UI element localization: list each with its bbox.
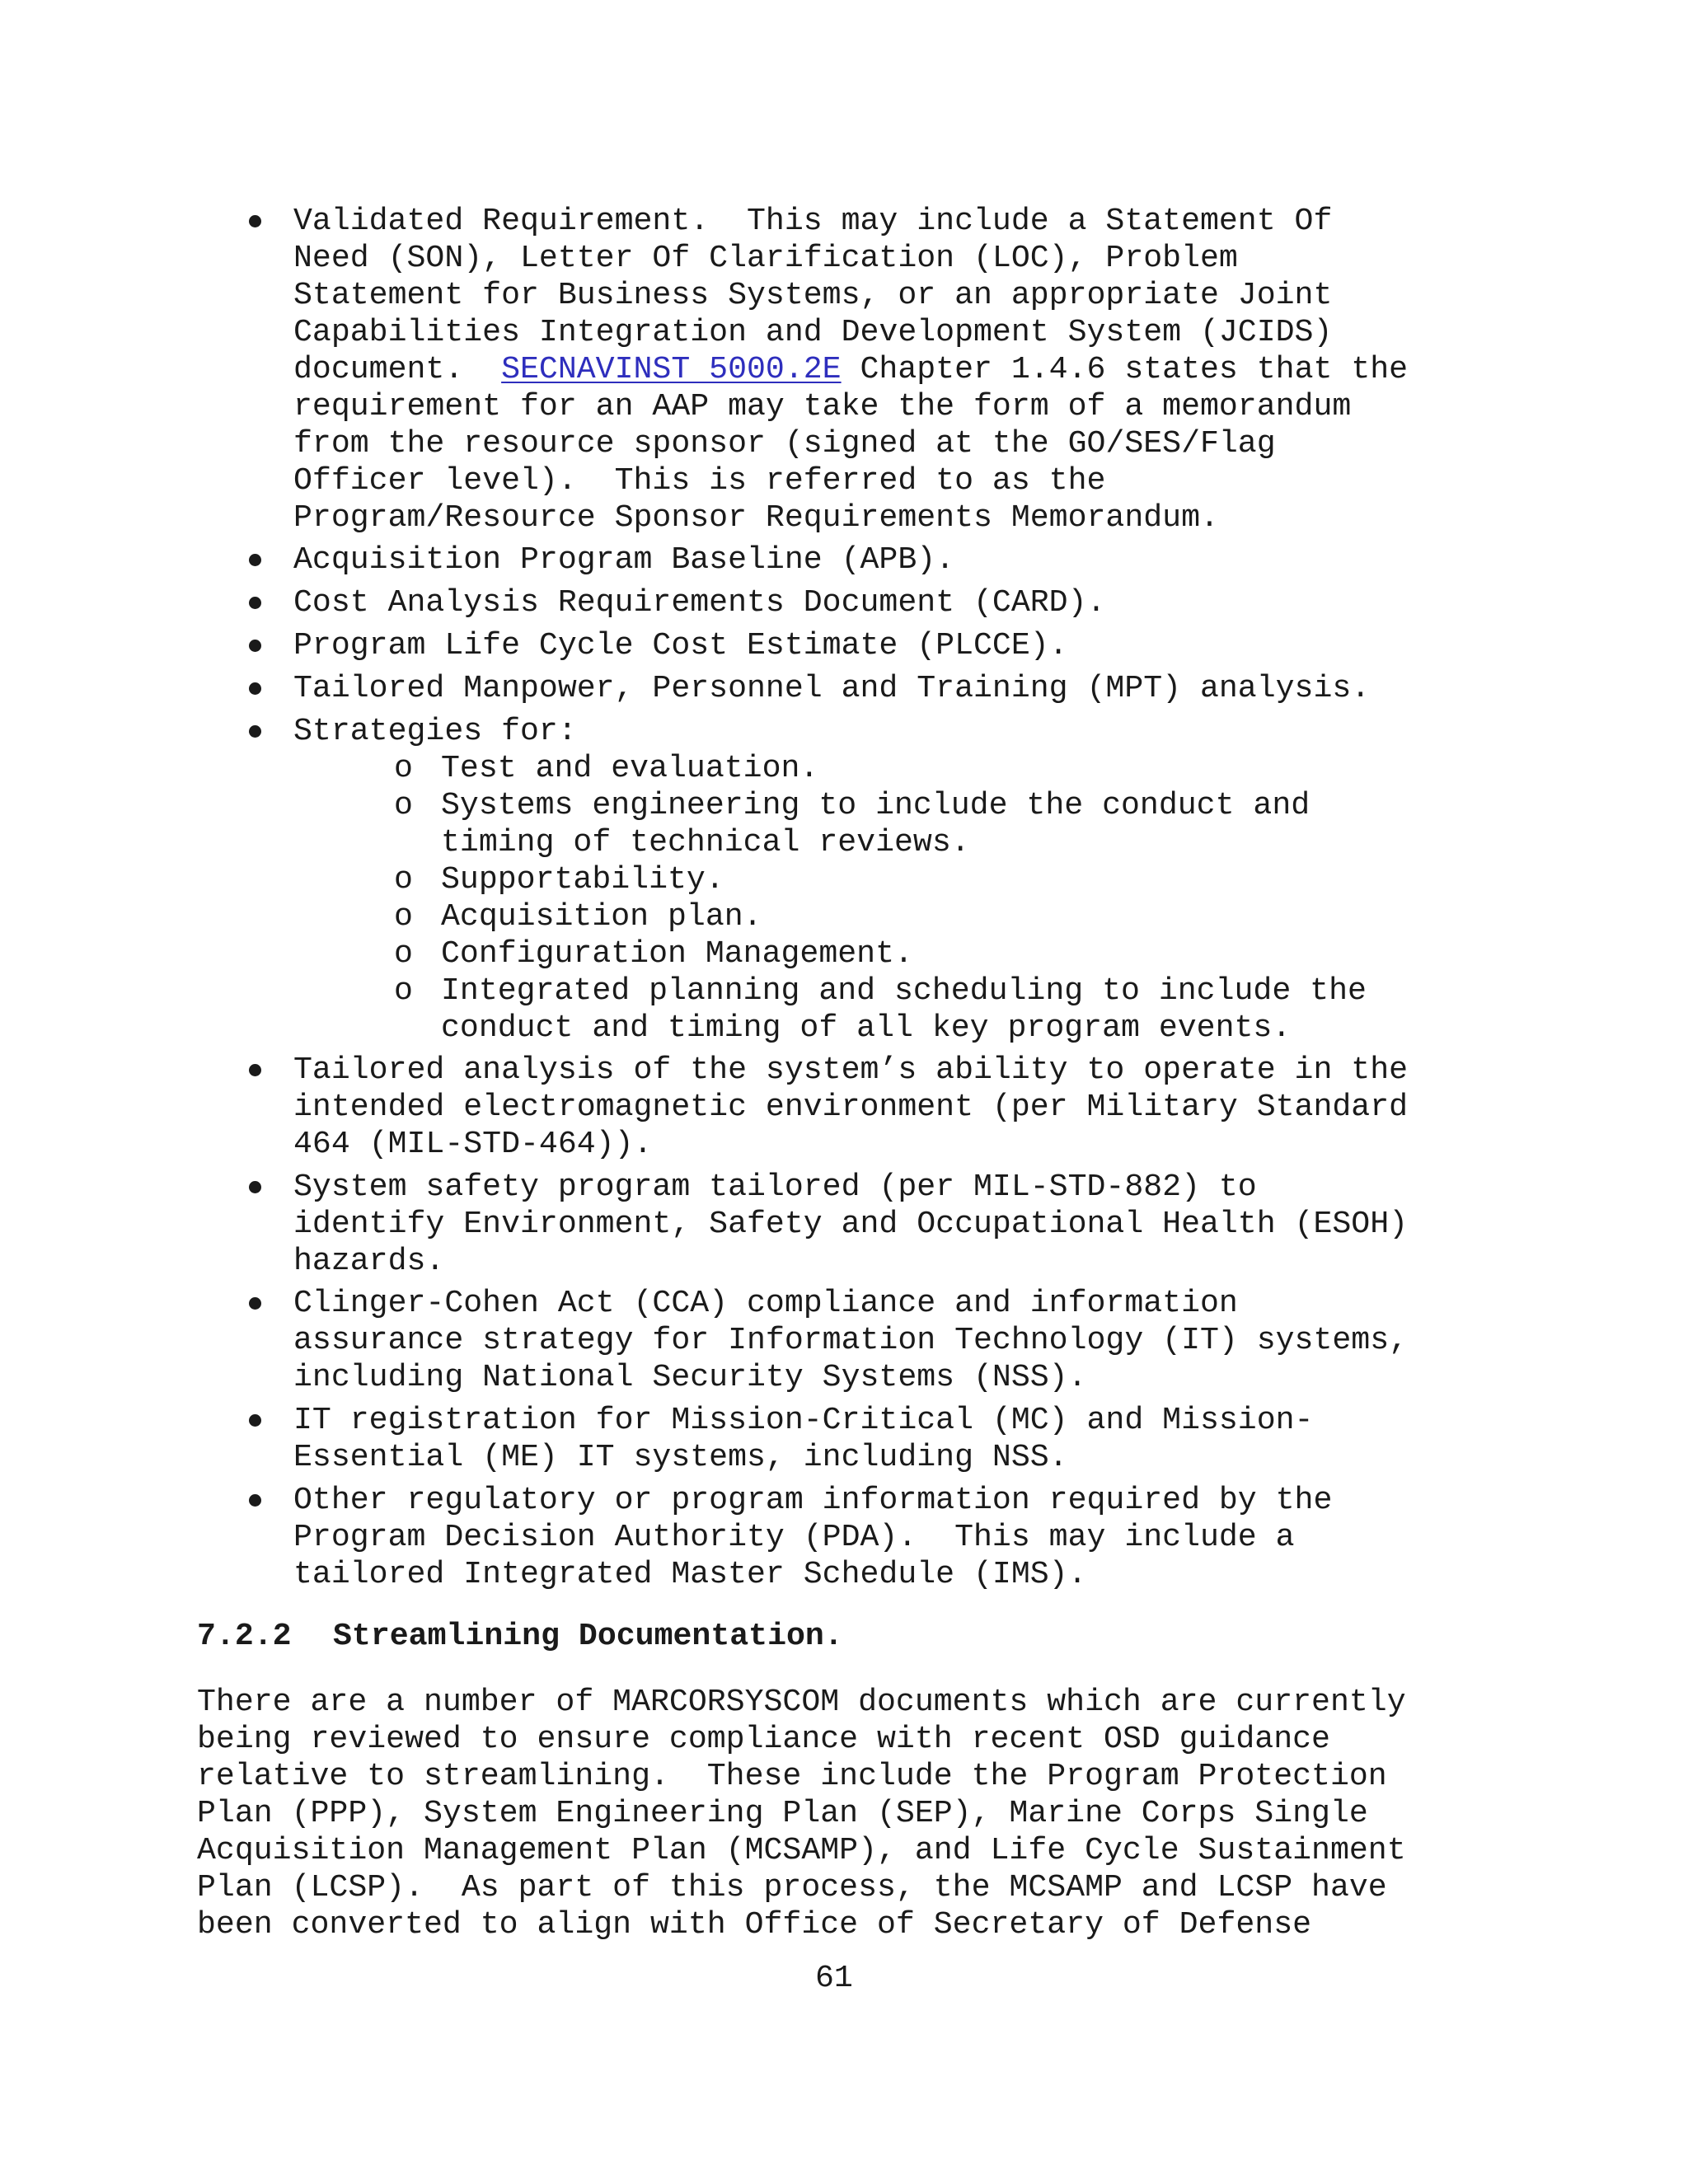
- bullet-marker: [249, 640, 261, 652]
- bullet-marker: [249, 725, 261, 738]
- bullet-1-line-7: from the resource sponsor (signed at the GO/SES/Flag: [293, 426, 1276, 462]
- bullet-marker: [249, 554, 261, 566]
- paragraph-line-6: Plan (LCSP). As part of this process, the MCSAMP and LCSP have: [197, 1870, 1387, 1905]
- sub-bullet-marker: o: [394, 751, 413, 786]
- sub-bullet-marker: o: [394, 899, 413, 935]
- paragraph-line-5: Acquisition Management Plan (MCSAMP), and Life Cycle Sustainment: [197, 1833, 1406, 1868]
- bullet-5-line-1: Tailored Manpower, Personnel and Training (MPT) analysis.: [293, 671, 1371, 706]
- bullet-9-line-2: assurance strategy for Information Technology (IT) systems,: [293, 1323, 1409, 1358]
- bullet-7-line-3: 464 (MIL-STD-464)).: [293, 1127, 653, 1162]
- bullet-9-line-3: including National Security Systems (NSS).: [293, 1360, 1087, 1395]
- bullet-11-line-2: Program Decision Authority (PDA). This may include a: [293, 1520, 1295, 1555]
- sub-bullet-3-line-1: Supportability.: [441, 862, 724, 898]
- paragraph-line-1: There are a number of MARCORSYSCOM documents which are currently: [197, 1685, 1406, 1720]
- bullet-11-line-1: Other regulatory or program information required by the: [293, 1483, 1333, 1518]
- bullet-1-line-5-before: document.: [293, 352, 502, 387]
- bullet-1-line-5-after: Chapter 1.4.6 states that the: [841, 352, 1409, 387]
- bullet-1-line-3: Statement for Business Systems, or an appropriate Joint: [293, 278, 1333, 313]
- sub-bullet-marker: o: [394, 862, 413, 898]
- bullet-marker: [249, 597, 261, 609]
- bullet-1-line-5: [293, 354, 1408, 386]
- bullet-3-line-1: Cost Analysis Requirements Document (CARD).: [293, 585, 1106, 621]
- sub-bullet-6-line-1: Integrated planning and scheduling to include the: [441, 973, 1367, 1009]
- bullet-marker: [249, 1297, 261, 1310]
- sub-bullet-marker: o: [394, 973, 413, 1009]
- bullet-1-line-6: requirement for an AAP may take the form of a memorandum: [293, 389, 1352, 424]
- bullet-1-line-1: Validated Requirement. This may include a Statement Of: [293, 204, 1333, 239]
- bullet-marker: [249, 1181, 261, 1193]
- bullet-10-line-2: Essential (ME) IT systems, including NSS.: [293, 1440, 1068, 1475]
- bullet-marker: [249, 1494, 261, 1507]
- sub-bullet-6-line-2: conduct and timing of all key program events.: [441, 1010, 1292, 1046]
- bullet-1-line-8: Officer level). This is referred to as the: [293, 463, 1106, 499]
- sub-bullet-1-line-1: Test and evaluation.: [441, 751, 819, 786]
- bullet-8-line-2: identify Environment, Safety and Occupational Health (ESOH): [293, 1207, 1409, 1242]
- bullet-10-line-1: IT registration for Mission-Critical (MC) and Mission-: [293, 1403, 1314, 1438]
- bullet-marker: [249, 682, 261, 695]
- bullet-1-line-4: Capabilities Integration and Development System (JCIDS): [293, 315, 1333, 350]
- paragraph-line-4: Plan (PPP), System Engineering Plan (SEP), Marine Corps Single: [197, 1796, 1368, 1831]
- bullet-9-line-1: Clinger-Cohen Act (CCA) compliance and information: [293, 1286, 1238, 1321]
- section-number: 7.2.2: [197, 1619, 292, 1654]
- bullet-7-line-2: intended electromagnetic environment (per Military Standard: [293, 1090, 1409, 1125]
- bullet-6-line-1: Strategies for:: [293, 714, 577, 749]
- paragraph-line-3: relative to streamlining. These include the Program Protection: [197, 1759, 1387, 1794]
- sub-bullet-marker: o: [394, 788, 413, 823]
- page-number: 61: [815, 1961, 853, 1996]
- bullet-8-line-3: hazards.: [293, 1244, 445, 1279]
- secnavinst-link[interactable]: SECNAVINST 5000.2E: [501, 352, 842, 387]
- sub-bullet-2-line-1: Systems engineering to include the conduct and: [441, 788, 1311, 823]
- paragraph-line-7: been converted to align with Office of Secretary of Defense: [197, 1907, 1312, 1943]
- bullet-marker: [249, 215, 261, 227]
- bullet-1-line-9: Program/Resource Sponsor Requirements Memorandum.: [293, 500, 1219, 536]
- sub-bullet-4-line-1: Acquisition plan.: [441, 899, 762, 935]
- bullet-8-line-1: System safety program tailored (per MIL-STD-882) to: [293, 1169, 1257, 1205]
- bullet-marker: [249, 1064, 261, 1076]
- bullet-4-line-1: Program Life Cycle Cost Estimate (PLCCE).: [293, 628, 1068, 663]
- paragraph-line-2: being reviewed to ensure compliance with recent OSD guidance: [197, 1722, 1330, 1757]
- sub-bullet-2-line-2: timing of technical reviews.: [441, 825, 970, 860]
- bullet-marker: [249, 1414, 261, 1427]
- bullet-11-line-3: tailored Integrated Master Schedule (IMS).: [293, 1557, 1087, 1592]
- sub-bullet-marker: o: [394, 936, 413, 972]
- bullet-2-line-1: Acquisition Program Baseline (APB).: [293, 542, 955, 578]
- bullet-1-line-2: Need (SON), Letter Of Clarification (LOC), Problem: [293, 241, 1238, 276]
- section-title: Streamlining Documentation.: [333, 1619, 843, 1654]
- bullet-7-line-1: Tailored analysis of the system’s ability to operate in the: [293, 1052, 1409, 1088]
- sub-bullet-5-line-1: Configuration Management.: [441, 936, 913, 972]
